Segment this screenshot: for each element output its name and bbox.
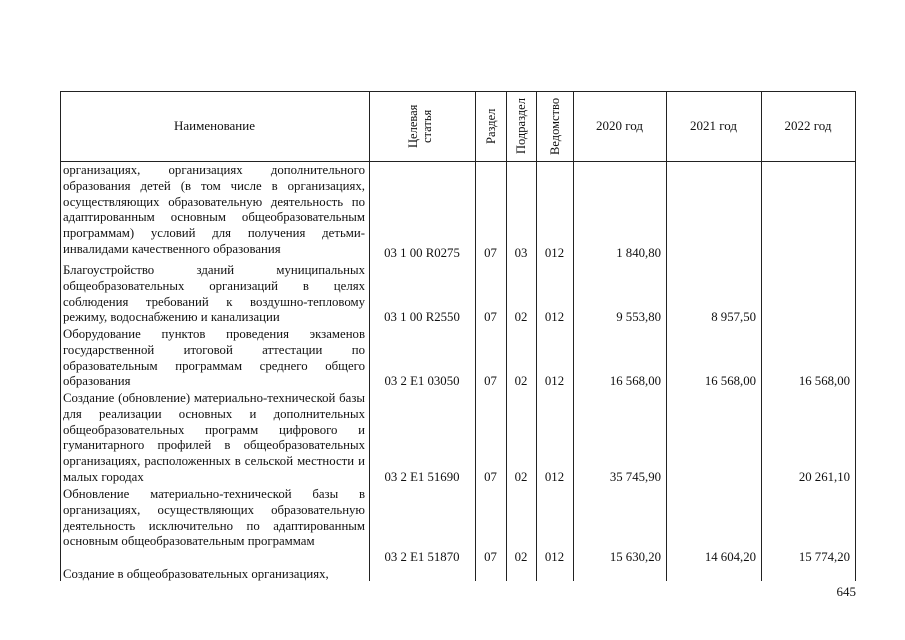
- row-subsection: 02: [514, 374, 528, 388]
- row-name: организациях, организациях дополнительного образования детей (в том числе в организациях, осуществляющих образовательную деятельность по адаптированным основным общеобразовательным программам) условий для получения детьми-инвалидами качественного образования: [63, 163, 365, 256]
- header-target-cell: [369, 91, 475, 161]
- header-subsection-cell: [506, 91, 536, 161]
- row-section: 07: [484, 374, 497, 388]
- header-2022: 2022 год: [784, 118, 832, 133]
- row-name: Оборудование пунктов проведения экзаменов государственной итоговой аттестации по образовательным программам среднего общего образования: [63, 327, 365, 389]
- row-section: 07: [484, 310, 497, 324]
- column-divider: [761, 91, 762, 581]
- header-name: Наименование: [174, 118, 255, 133]
- row-subsection: 02: [514, 470, 528, 484]
- row-2020: 35 745,90: [609, 470, 661, 484]
- row-department: 012: [544, 310, 565, 324]
- row-subsection: 02: [514, 550, 528, 564]
- row-name: Благоустройство зданий муниципальных общеобразовательных организаций в целях соблюдения требований к воздушно-тепловому режиму, водоснабжению и канализации: [63, 263, 365, 325]
- header-department: Ведомство: [547, 97, 562, 155]
- header-target: Целевая статья: [406, 104, 434, 148]
- header-bottom-border: [60, 161, 856, 162]
- column-divider: [369, 91, 370, 581]
- row-2020: 16 568,00: [609, 374, 661, 388]
- row-2021: 14 604,20: [704, 550, 756, 564]
- row-subsection: 02: [514, 310, 528, 324]
- row-target: 03 1 00 R2550: [384, 310, 460, 324]
- row-department: 012: [544, 470, 565, 484]
- row-2022: 16 568,00: [798, 374, 850, 388]
- row-target: 03 2 E1 03050: [384, 374, 460, 388]
- row-target: 03 2 E1 51870: [384, 550, 460, 564]
- column-divider: [855, 91, 856, 581]
- column-divider: [475, 91, 476, 581]
- header-section: Раздел: [483, 108, 498, 144]
- column-divider: [60, 91, 61, 581]
- page-number: 645: [836, 584, 856, 599]
- row-2020: 9 553,80: [616, 310, 661, 324]
- row-2020: 15 630,20: [609, 550, 661, 564]
- column-divider: [506, 91, 507, 581]
- column-divider: [666, 91, 667, 581]
- row-target: 03 2 E1 51690: [384, 470, 460, 484]
- row-2021: 16 568,00: [704, 374, 756, 388]
- row-2022: 15 774,20: [798, 550, 850, 564]
- header-2020: 2020 год: [596, 118, 643, 133]
- header-subsection: Подраздел: [514, 98, 528, 154]
- header-department-cell: [536, 91, 573, 161]
- row-name: Обновление материально-технической базы в организациях, осуществляющих образовательную деятельность исключительно по адаптированным основным общеобразовательным программам: [63, 487, 365, 549]
- row-2022: 20 261,10: [798, 470, 850, 484]
- row-2020: 1 840,80: [616, 246, 661, 260]
- column-divider: [536, 91, 537, 581]
- row-subsection: 03: [514, 246, 528, 260]
- row-2021: 8 957,50: [711, 310, 756, 324]
- row-section: 07: [484, 550, 497, 564]
- row-department: 012: [544, 246, 565, 260]
- row-department: 012: [544, 550, 565, 564]
- row-section: 07: [484, 470, 497, 484]
- row-name: Создание в общеобразовательных организациях,: [63, 567, 329, 581]
- row-target: 03 1 00 R0275: [384, 246, 460, 260]
- row-name: Создание (обновление) материально-технической базы для реализации основных и дополнительных общеобразовательных программ цифрового и гуманитарного профилей в общеобразовательных организациях, расположенных в сельской местности и малых городах: [63, 391, 365, 484]
- row-section: 07: [484, 246, 497, 260]
- header-section-cell: [475, 91, 506, 161]
- budget-table: [60, 91, 856, 581]
- header-2021: 2021 год: [690, 118, 737, 133]
- row-department: 012: [544, 374, 565, 388]
- column-divider: [573, 91, 574, 581]
